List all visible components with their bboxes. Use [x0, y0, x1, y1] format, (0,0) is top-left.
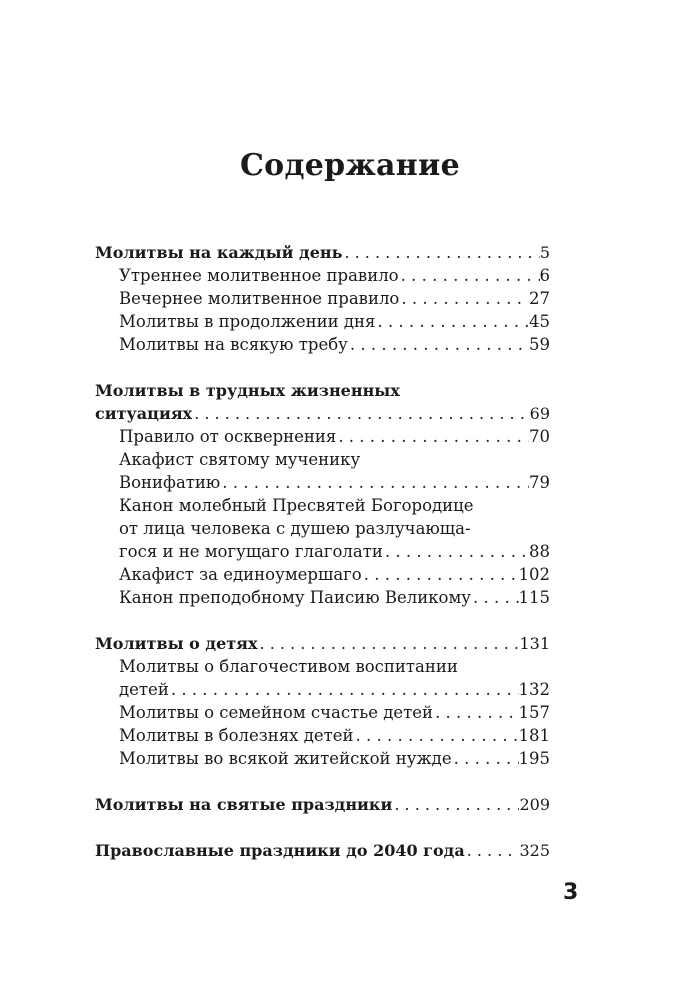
toc-heading: ситуациях: [95, 404, 193, 423]
toc-section-difficult-situations: [95, 379, 550, 609]
toc-entry-label: Молитвы в продолжении дня: [119, 312, 376, 331]
toc-page-number: 102: [518, 565, 550, 584]
toc-entry[interactable]: [95, 586, 550, 609]
toc-page-number: 6: [539, 266, 550, 285]
toc-entry-label: Вонифатию: [119, 473, 221, 492]
toc-entry[interactable]: [95, 287, 550, 310]
toc-entry[interactable]: [95, 540, 550, 563]
dot-leader: [465, 839, 520, 862]
toc-page-number: 132: [518, 680, 550, 699]
toc-entry[interactable]: [95, 632, 550, 655]
dot-leader: [348, 333, 529, 356]
toc-page-number: 115: [518, 588, 550, 607]
toc-entry[interactable]: [95, 264, 550, 287]
dot-leader: [362, 563, 519, 586]
toc-heading: Молитвы о детях: [95, 634, 258, 653]
dot-leader: [452, 747, 519, 770]
toc-page-number: 45: [529, 312, 550, 331]
toc-entry[interactable]: [95, 471, 550, 494]
toc-entry-label: Акафист святому мученику: [119, 450, 361, 469]
toc-entry-label: Канон молебный Пресвятей Богородице: [119, 496, 474, 515]
toc-page-number: 181: [518, 726, 550, 745]
dot-leader: [383, 540, 529, 563]
toc-entry-label: Утреннее молитвенное правило: [119, 266, 399, 285]
toc-page-number: 59: [529, 335, 550, 354]
toc-entry-label: Правило от осквернения: [119, 427, 337, 446]
toc-entry[interactable]: [95, 563, 550, 586]
toc-entry[interactable]: [95, 310, 550, 333]
toc-entry[interactable]: [95, 724, 550, 747]
toc-entry[interactable]: [95, 425, 550, 448]
toc-entry[interactable]: [95, 402, 550, 425]
toc-entry-label: Молитвы в болезнях детей: [119, 726, 354, 745]
toc-entry[interactable]: [95, 793, 550, 816]
dot-leader: [375, 310, 529, 333]
toc-page-number: 131: [519, 634, 550, 653]
toc-heading-line: [95, 379, 550, 402]
toc-entry[interactable]: [95, 701, 550, 724]
toc-entry-line: [95, 448, 550, 471]
toc-section-daily-prayers: [95, 241, 550, 356]
toc-page-number: 27: [529, 289, 550, 308]
toc-page-number: 325: [519, 841, 550, 860]
toc-heading: Молитвы на каждый день: [95, 243, 343, 262]
dot-leader: [336, 425, 529, 448]
toc-page-number: 69: [529, 404, 550, 423]
toc-section-holidays: [95, 793, 550, 816]
toc-entry-label: Вечернее молитвенное правило: [119, 289, 400, 308]
toc-entry[interactable]: [95, 747, 550, 770]
toc-page-number: 79: [529, 473, 550, 492]
toc-page-number: 195: [518, 749, 550, 768]
toc-page-number: 88: [529, 542, 550, 561]
dot-leader: [399, 264, 540, 287]
toc-page-number: 70: [529, 427, 550, 446]
toc-page-number: 157: [518, 703, 550, 722]
dot-leader: [399, 287, 529, 310]
toc-entry-line: [95, 517, 550, 540]
toc-section-orthodox-holidays: [95, 839, 550, 862]
toc-entry-label: Молитвы о семейном счастье детей: [119, 703, 434, 722]
toc-entry-label: Акафист за единоумершаго: [119, 565, 362, 584]
dot-leader: [169, 678, 519, 701]
toc-heading: Молитвы в трудных жизненных: [95, 381, 400, 400]
toc-entry-label: гося и не могущаго глаголати: [119, 542, 383, 561]
dot-leader: [392, 793, 519, 816]
table-of-contents: [95, 241, 550, 885]
toc-entry[interactable]: [95, 839, 550, 862]
dot-leader: [258, 632, 520, 655]
toc-heading: Молитвы на святые праздники: [95, 795, 393, 814]
toc-entry-label: детей: [119, 680, 169, 699]
toc-entry[interactable]: [95, 333, 550, 356]
dot-leader: [192, 402, 529, 425]
dot-leader: [471, 586, 518, 609]
toc-entry-label: от лица человека с душею разлучающа-: [119, 519, 471, 538]
toc-heading: Православные праздники до 2040 года: [95, 841, 465, 860]
dot-leader: [433, 701, 518, 724]
toc-entry-label: Молитвы о благочестивом воспитании: [119, 657, 458, 676]
dot-leader: [354, 724, 519, 747]
dot-leader: [220, 471, 529, 494]
toc-entry[interactable]: [95, 241, 550, 264]
toc-entry-label: Молитвы во всякой житейской нужде: [119, 749, 452, 768]
toc-section-children: [95, 632, 550, 770]
toc-entry-line: [95, 655, 550, 678]
toc-entry-line: [95, 494, 550, 517]
toc-entry[interactable]: [95, 678, 550, 701]
page-number: 3: [563, 880, 579, 905]
toc-entry-label: Канон преподобному Паисию Великому: [119, 588, 472, 607]
toc-page-number: 209: [519, 795, 550, 814]
toc-page-number: 5: [539, 243, 550, 262]
page-title: Содержание: [240, 148, 460, 183]
toc-entry-label: Молитвы на всякую требу: [119, 335, 348, 354]
dot-leader: [342, 241, 539, 264]
